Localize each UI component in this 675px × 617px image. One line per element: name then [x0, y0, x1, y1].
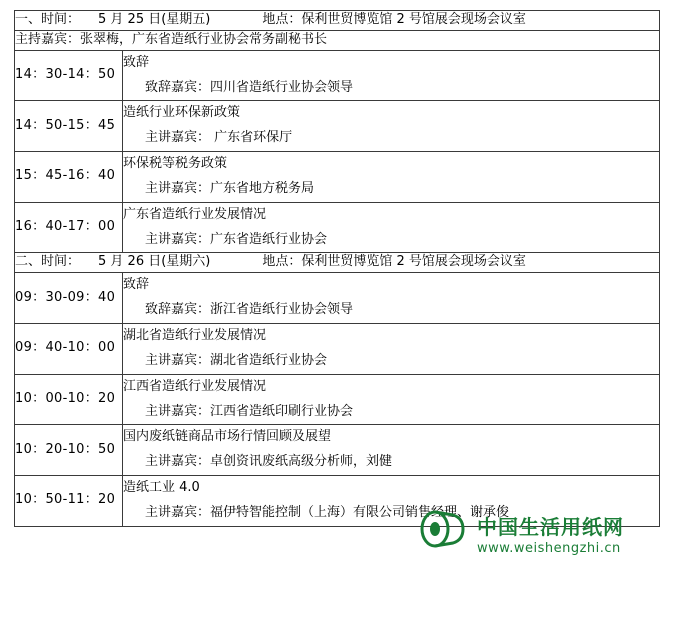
- section-host-1: 主持嘉宾：张翠梅，广东省造纸行业协会常务副秘书长: [15, 30, 660, 50]
- content-cell: [123, 202, 660, 253]
- session-speaker: 主讲嘉宾：广东省造纸行业协会: [145, 231, 328, 247]
- table-row: [15, 273, 660, 324]
- agenda-document: [14, 10, 660, 527]
- session-title: 造纸工业 4.0: [123, 480, 200, 496]
- time-cell: 10：50-11：20: [15, 476, 123, 527]
- table-row: [15, 476, 660, 527]
- table-row: [15, 30, 660, 50]
- session-speaker: 主讲嘉宾：卓创资讯废纸高级分析师，刘健: [145, 454, 393, 470]
- time-cell: 14：30-14：50: [15, 50, 123, 101]
- table-row: [15, 323, 660, 374]
- table-row: [15, 374, 660, 425]
- session-title: 国内废纸链商品市场行情回顾及展望: [123, 429, 332, 445]
- watermark-url: www.weishengzhi.cn: [477, 541, 621, 556]
- section-index-label-1: 一、时间：: [15, 12, 81, 27]
- session-speaker: 致辞嘉宾：四川省造纸行业协会领导: [145, 79, 354, 95]
- venue-1: 保利世贸博览馆 2 号馆展会现场会议室: [301, 12, 526, 27]
- session-title: 湖北省造纸行业发展情况: [123, 327, 267, 343]
- time-cell: 09：30-09：40: [15, 273, 123, 324]
- content-cell: [123, 50, 660, 101]
- section-date-2: 5 月 26 日(星期六): [98, 254, 211, 270]
- venue-label-1: 地点：: [262, 12, 302, 27]
- venue-2: 保利世贸博览馆 2 号馆展会现场会议室: [301, 254, 526, 270]
- session-speaker: 主讲嘉宾：湖北省造纸行业协会: [145, 352, 328, 368]
- time-prefix: 10：: [15, 441, 46, 457]
- session-title: 江西省造纸行业发展情况: [123, 378, 267, 394]
- section-index-label-2: 二、时间：: [15, 254, 81, 270]
- table-row: [15, 202, 660, 253]
- table-row: [15, 152, 660, 203]
- table-row: [15, 11, 660, 31]
- time-cell: [15, 425, 123, 476]
- content-cell: [123, 425, 660, 476]
- venue-label-2: 地点：: [262, 254, 302, 270]
- time-cell: 09：40-10：00: [15, 323, 123, 374]
- session-title: 广东省造纸行业发展情况: [123, 206, 267, 222]
- section-header-1: [15, 11, 660, 31]
- session-title: 环保税等税务政策: [123, 156, 228, 172]
- section-header-2: [15, 253, 660, 273]
- content-cell: [123, 476, 660, 527]
- time-cell: 10：00-10：20: [15, 374, 123, 425]
- content-cell: [123, 323, 660, 374]
- table-row: [15, 425, 660, 476]
- session-speaker: 主讲嘉宾：广东省地方税务局: [145, 180, 315, 196]
- table-row: [15, 253, 660, 273]
- session-speaker: 致辞嘉宾：浙江省造纸行业协会领导: [145, 302, 354, 318]
- table-row: [15, 50, 660, 101]
- time-cell: 14：50-15：45: [15, 101, 123, 152]
- session-speaker: 主讲嘉宾： 广东省环保厅: [145, 130, 293, 146]
- content-cell: [123, 101, 660, 152]
- content-cell: [123, 273, 660, 324]
- session-title: 致辞: [123, 54, 150, 70]
- session-title: 造纸行业环保新政策: [123, 105, 241, 121]
- session-title: 致辞: [123, 277, 150, 293]
- agenda-table: [14, 10, 660, 527]
- session-speaker: 主讲嘉宾：江西省造纸印刷行业协会: [145, 403, 354, 419]
- table-row: [15, 101, 660, 152]
- time-cell: 15：45-16：40: [15, 152, 123, 203]
- content-cell: [123, 374, 660, 425]
- content-cell: [123, 152, 660, 203]
- session-speaker: 主讲嘉宾：福伊特智能控制（上海）有限公司销售经理、谢承俊: [145, 504, 510, 520]
- watermark-site-name: 中国生活用纸网: [477, 515, 624, 539]
- time-cell: 16：40-17：00: [15, 202, 123, 253]
- time-value: 20-10：50: [45, 441, 116, 457]
- section-date-1: 5 月 25 日(星期五): [98, 12, 211, 27]
